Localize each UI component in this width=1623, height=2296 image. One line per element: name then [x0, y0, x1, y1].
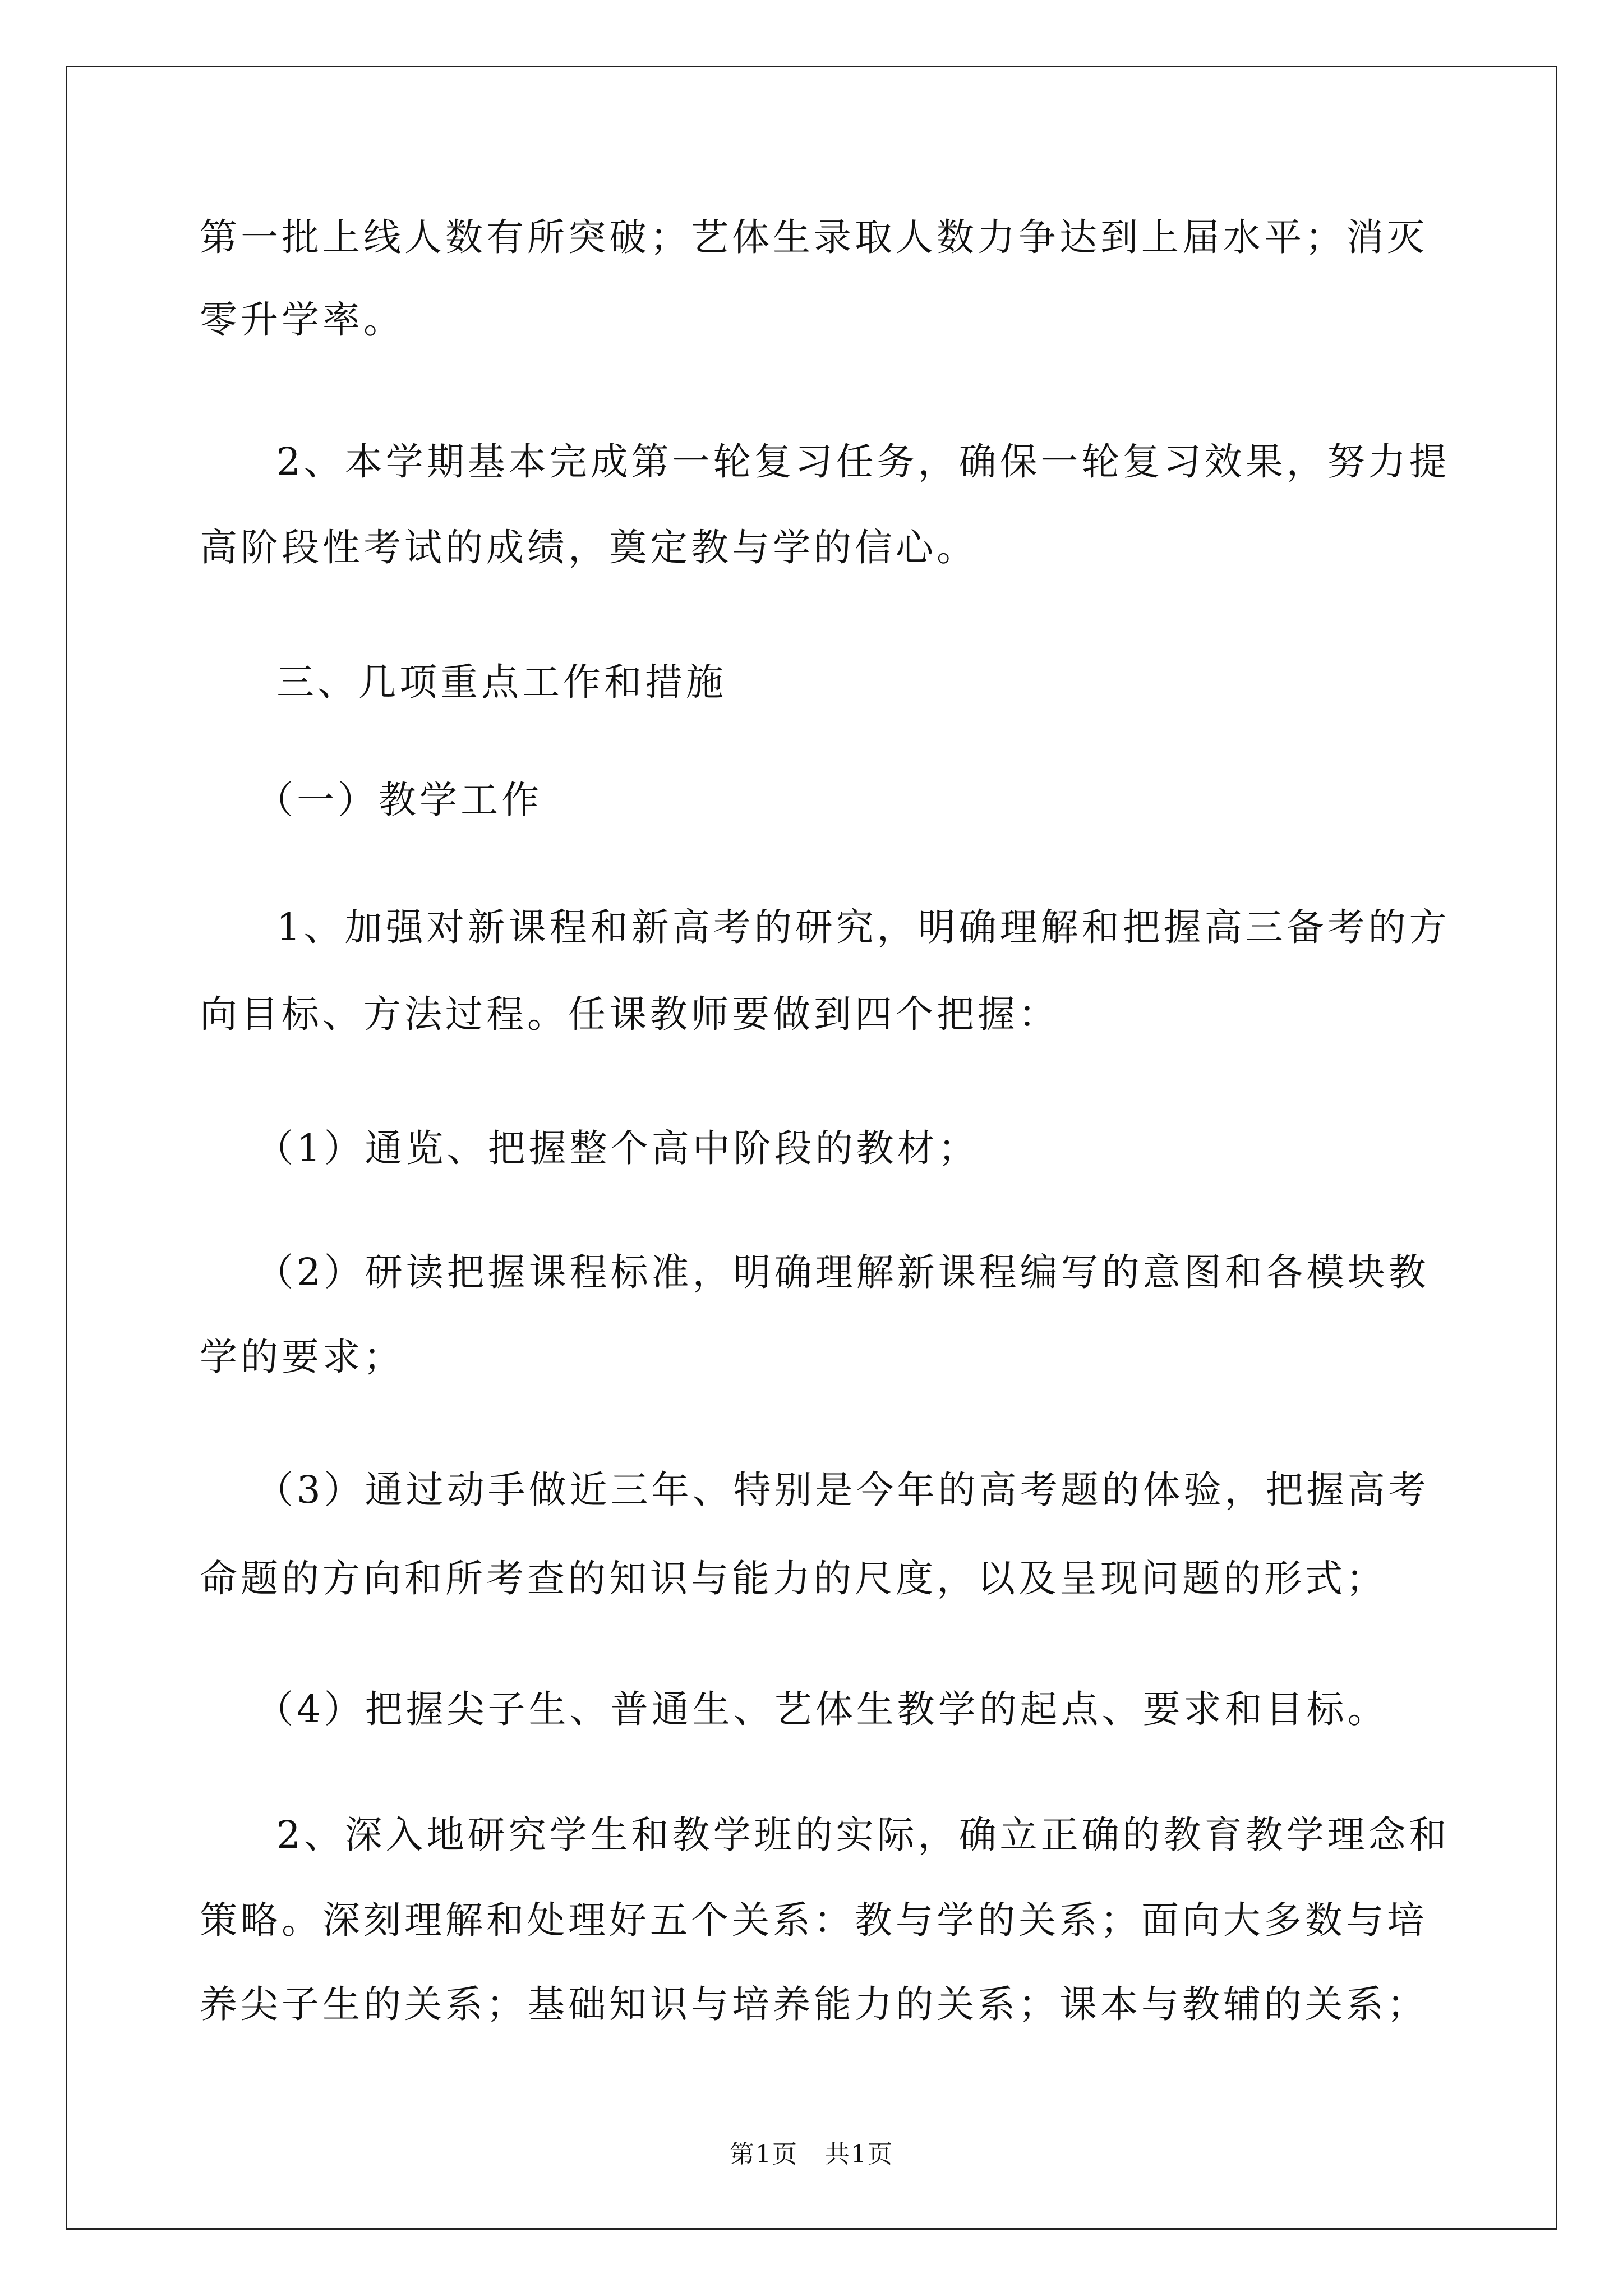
- paragraph-line: 1、加强对新课程和新高考的研究，明确理解和把握高三备考的方: [276, 905, 1450, 949]
- section-heading: 三、几项重点工作和措施: [276, 660, 727, 704]
- paragraph-line: 第一批上线人数有所突破；艺体生录取人数力争达到上届水平；消灭: [200, 215, 1428, 259]
- subsection-heading: （一）教学工作: [256, 778, 542, 822]
- list-item: （1）通览、把握整个高中阶段的教材；: [256, 1126, 979, 1170]
- list-item: （4）把握尖子生、普通生、艺体生教学的起点、要求和目标。: [256, 1687, 1389, 1731]
- list-item: （3）通过动手做近三年、特别是今年的高考题的体验，把握高考: [256, 1468, 1430, 1512]
- paragraph-line: 向目标、方法过程。任课教师要做到四个把握：: [200, 992, 1059, 1036]
- paragraph-line: 命题的方向和所考查的知识与能力的尺度，以及呈现问题的形式；: [200, 1557, 1387, 1600]
- paragraph-line: 学的要求；: [200, 1335, 404, 1379]
- paragraph-line: 养尖子生的关系；基础知识与培养能力的关系；课本与教辅的关系；: [200, 1982, 1428, 2026]
- paragraph-line: 2、本学期基本完成第一轮复习任务，确保一轮复习效果，努力提: [276, 440, 1450, 484]
- paragraph-line: 2、深入地研究学生和教学班的实际，确立正确的教育教学理念和: [276, 1813, 1450, 1857]
- page-number-footer: 第1页 共1页: [730, 2140, 893, 2169]
- paragraph-line: 策略。深刻理解和处理好五个关系：教与学的关系；面向大多数与培: [200, 1898, 1428, 1942]
- list-item: （2）研读把握课程标准，明确理解新课程编写的意图和各模块教: [256, 1250, 1430, 1294]
- paragraph-line: 零升学率。: [200, 298, 404, 342]
- paragraph-line: 高阶段性考试的成绩，奠定教与学的信心。: [200, 526, 978, 569]
